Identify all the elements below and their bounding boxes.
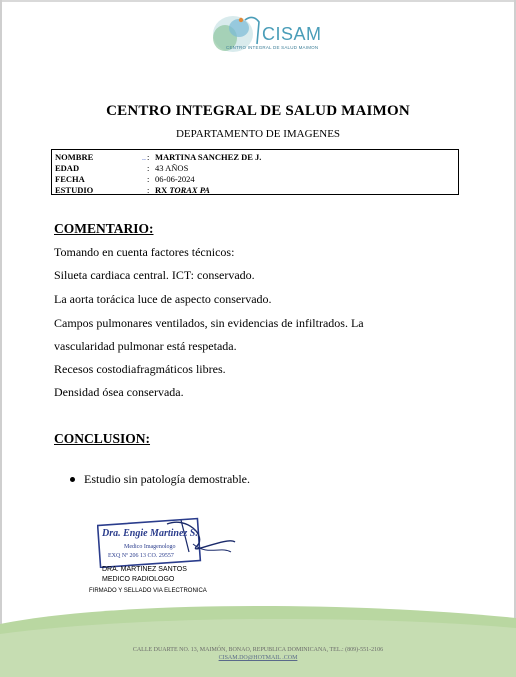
- signer-name: DRA. MARTINEZ SANTOS: [102, 566, 187, 573]
- comment-line: vascularidad pulmonar está respetada.: [54, 339, 237, 353]
- bullet-icon: [70, 477, 75, 482]
- info-colon: :: [147, 163, 150, 173]
- comment-line: Silueta cardiaca central. ICT: conservado.: [54, 268, 255, 282]
- comment-line: Recesos costodiafragmáticos libres.: [54, 362, 226, 376]
- footer-email-link[interactable]: CISAM.DO@HOTMAIL .COM: [218, 655, 298, 661]
- department-title: DEPARTAMENTO DE IMAGENES: [175, 128, 341, 140]
- info-colon: :: [147, 185, 150, 195]
- patient-info-box: [51, 149, 459, 195]
- study-type: RX: [155, 185, 170, 195]
- info-label: ESTUDIO: [55, 185, 94, 195]
- comment-line: La aorta torácica luce de aspecto conservado.: [54, 292, 272, 306]
- comment-line: Densidad ósea conservada.: [54, 385, 184, 399]
- signer-title: MEDICO RADIOLOGO: [102, 576, 175, 583]
- footer-address: CALLE DUARTE NO. 13, MAIMÓN, BONAO, REPUBLICA DOMINICANA, TEL.: (809)-551-2106: [132, 647, 384, 653]
- page-border-top: [0, 0, 516, 2]
- comentario-heading: COMENTARIO:: [54, 221, 154, 236]
- info-colon: :: [147, 174, 150, 184]
- stamp-name: Dra. Engie Martinez S.: [102, 528, 198, 539]
- conclusion-heading: CONCLUSION:: [54, 431, 151, 446]
- logo-wordmark: CISAM: [262, 24, 322, 44]
- logo-subtitle: CENTRO INTEGRAL DE SALUD MAIMON: [226, 45, 319, 50]
- page-border-left: [0, 0, 2, 677]
- info-value: MARTINA SANCHEZ DE J.: [155, 152, 262, 162]
- comment-line: Campos pulmonares ventilados, sin evidencias de infiltrados. La: [54, 316, 364, 330]
- study-view: TORAX PA: [169, 185, 210, 195]
- info-label: EDAD: [55, 163, 80, 173]
- page-title: CENTRO INTEGRAL DE SALUD MAIMON: [106, 103, 410, 119]
- info-label: FECHA: [55, 174, 85, 184]
- info-label: NOMBRE: [55, 152, 94, 162]
- comment-line: Tomando en cuenta factores técnicos:: [54, 245, 235, 259]
- info-value: 43 AÑOS: [155, 163, 189, 173]
- spellcheck-mark: ᵕᵕ: [142, 156, 147, 164]
- stamp-license: EXQ Nº 206 13 CO. 29557: [108, 553, 174, 559]
- signature-stamp-graphic: [97, 516, 237, 568]
- footer-wave: [0, 604, 516, 677]
- info-colon: :: [147, 152, 150, 162]
- info-value: 06-06-2024: [155, 174, 195, 184]
- signature-note: FIRMADO Y SELLADO VIA ELECTRONICA: [89, 588, 207, 594]
- info-value: [155, 184, 210, 196]
- conclusion-text: Estudio sin patología demostrable.: [84, 472, 250, 486]
- stamp-role: Medico Imagenologo: [124, 544, 176, 550]
